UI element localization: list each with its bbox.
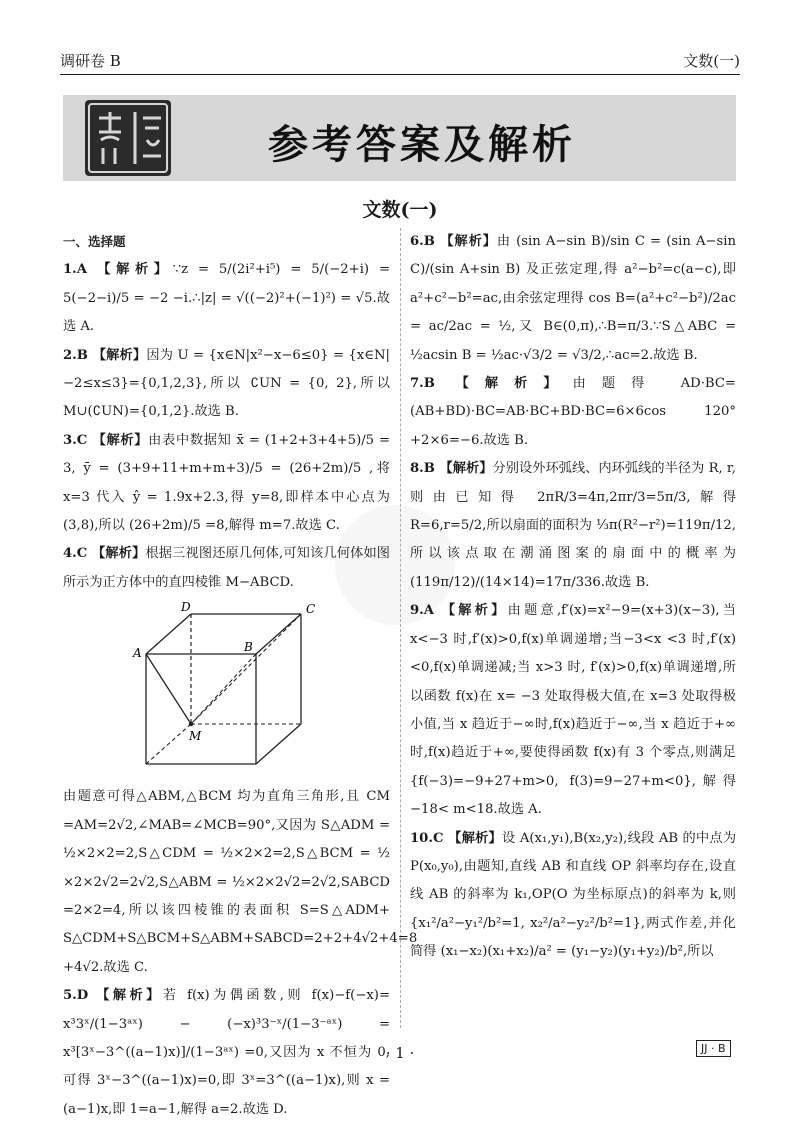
- right-column: [410, 228, 736, 967]
- question-text: 分别设外环弧线、内环弧线的半径为 R, r,则由已知得 2πR/3=4π,2πr/3=5π/3,解得 R=6,r=5/2,所以扇面的面积为 ⅓π(R²−r²)=119π/12,所以该点取在潮涌图案的扇面中的概率为 (119π/12)/(14×14)=17π/336.故选 B.: [410, 461, 736, 590]
- question-item: [410, 825, 736, 967]
- question-tag: 9.A 【解析】: [410, 603, 508, 619]
- banner-title: 参考答案及解析: [268, 122, 576, 168]
- column-divider: [400, 228, 401, 1028]
- question-item: [410, 597, 736, 824]
- question-text: 若 f(x)为偶函数,则 f(x)−f(−x)= x³3ˣ/(1−3ᵃˣ) − (−x)³3⁻ˣ/(1−3⁻ᵃˣ) = x³[3ˣ−3^((a−1)x)]/(1−3ᵃˣ) =0,又因为 x 不恒为 0,可得 3ˣ−3^((a−1)x)=0,即 3ˣ=3^((a−1)x),则 x =(a−1)x,即 1=a−1,解得 a=2.故选 D.: [63, 988, 390, 1117]
- question-item: [63, 427, 390, 541]
- page-number: · 1 ·: [385, 1044, 415, 1062]
- question-item: [410, 455, 736, 597]
- question-text: 由 (sin A−sin B)/sin C = (sin A−sin C)/(sin A+sin B) 及正弦定理,得 a²−b²=c(a−c),即 a²+c²−b²=ac,由余弦定理得 cos B=(a²+c²−b²)/2ac = ac/2ac = ½,又 B∈(0,π),∴B=π/3.∵S△ABC = ½acsin B = ½ac·√3/2 = √3/2,∴ac=2.故选 B.: [410, 234, 736, 363]
- title-banner: [63, 95, 736, 181]
- question-item: [63, 342, 390, 427]
- seal-glyph-icon: [85, 100, 171, 176]
- question-item: [63, 256, 390, 341]
- question-text: 根据三视图还原几何体,可知该几何体如图所示为正方体中的直四棱锥 M−ABCD.: [63, 546, 390, 590]
- question-tag: 6.B 【解析】: [410, 234, 497, 249]
- question-item: [410, 228, 736, 370]
- question-tag: 4.C 【解析】: [63, 546, 146, 562]
- section-heading: 一、选择题: [63, 234, 126, 249]
- question-text: 由表中数据知 x̄ = (1+2+3+4+5)/5 = 3, ȳ = (3+9+11+m+m+3)/5 = (26+2m)/5 ,将 x=3 代入 ŷ = 1.9x+2.3,得 y=8,即样本中心点为(3,8),所以 (26+2m)/5 =8,解得 m=7.故选 C.: [63, 432, 390, 534]
- question-text: 由题意,f′(x)=x²−9=(x+3)(x−3),当 x<−3 时,f′(x)>0,f(x)单调递增;当−3<x <3 时,f′(x)<0,f(x)单调递减;当 x>3 时, f′(x)>0,f(x)单调递增,所以函数 f(x)在 x= −3 处取得极大值,在 x=3 处取得极小值,当 x 趋近于−∞时,f(x)趋近于−∞,当 x 趋近于+∞ 时,f(x)趋近于+∞,要使得函数 f(x)有 3 个零点,则满足 {f(−3)=−9+27+m>0, f(3)=9−27+m<0},解得−18< m<18.故选 A.: [410, 603, 736, 818]
- question-text: 因为 U = {x∈N|x²−x−6≤0} = {x∈N|−2≤x≤3}={0,1,2,3},所以 ∁UN = {0, 2},所以 M∪(∁UN)={0,1,2}.故选 B.: [63, 347, 390, 420]
- question-tag: 3.C 【解析】: [63, 432, 149, 448]
- question-tag: 1.A 【解析】: [63, 262, 173, 278]
- label-D: D: [181, 600, 191, 615]
- question-item: [410, 370, 736, 455]
- seal-logo: [85, 100, 171, 176]
- label-M: M: [189, 729, 202, 744]
- question-text: 设 A(x₁,y₁),B(x₂,y₂),线段 AB 的中点为 P(x₀,y₀),由题知,直线 AB 和直线 OP 斜率均存在,设直线 AB 的斜率为 k₁,OP(O 为坐标原点)的斜率为 k,则 {x₁²/a²−y₁²/b²=1, x₂²/a²−y₂²/b²=1},两式作差,并化简得 (x₁−x₂)(x₁+x₂)/a² = (y₁−y₂)(y₁+y₂)/b²,所以: [410, 830, 737, 960]
- question-continuation: 由题意可得△ABM,△BCM 均为直角三角形,且 CM =AM=2√2,∠MAB=∠MCB=90°,又因为 S△ADM = ½×2×2=2,S△CDM = ½×2×2=2,S△BCM = ½ ×2×2√2=2√2,S△ABM = ½×2×2√2=2√2,SABCD =2×2=4,所以该四棱锥的表面积 S=S△ADM+ S△CDM+S△BCM+S△ABM+SABCD=2+2+4√2+4=8 +4√2.故选 C.: [63, 789, 418, 975]
- label-C: C: [306, 602, 316, 617]
- page-subtitle: 文数(一): [362, 199, 438, 221]
- question-item: [63, 540, 390, 597]
- left-column: [63, 228, 418, 1124]
- question-tag: 2.B 【解析】: [63, 347, 147, 363]
- cube-figure: [63, 599, 390, 779]
- question-tag: 5.D 【解析】: [63, 988, 163, 1004]
- question-tag: 10.C 【解析】: [410, 830, 502, 846]
- question-tag: 7.B 【解析】: [410, 376, 573, 392]
- page-code-badge: JJ · B: [696, 1040, 731, 1057]
- header-right: 文数(一): [683, 52, 740, 70]
- label-B: B: [244, 640, 253, 655]
- page-header: [60, 40, 740, 75]
- header-left: 调研卷 B: [60, 52, 121, 70]
- question-text: 由题得 AD·BC=(AB+BD)·BC=AB·BC+BD·BC=6×6cos 120°+2×6=−6.故选 B.: [410, 376, 736, 448]
- question-tag: 8.B 【解析】: [410, 461, 493, 477]
- question-text: ∵z = 5/(2i²+i⁵) = 5/(−2+i) = 5(−2−i)/5 = −2 −i.∴|z| = √((−2)²+(−1)²) = √5.故选 A.: [63, 262, 390, 335]
- cube-diagram: [131, 599, 331, 775]
- label-A: A: [133, 646, 142, 661]
